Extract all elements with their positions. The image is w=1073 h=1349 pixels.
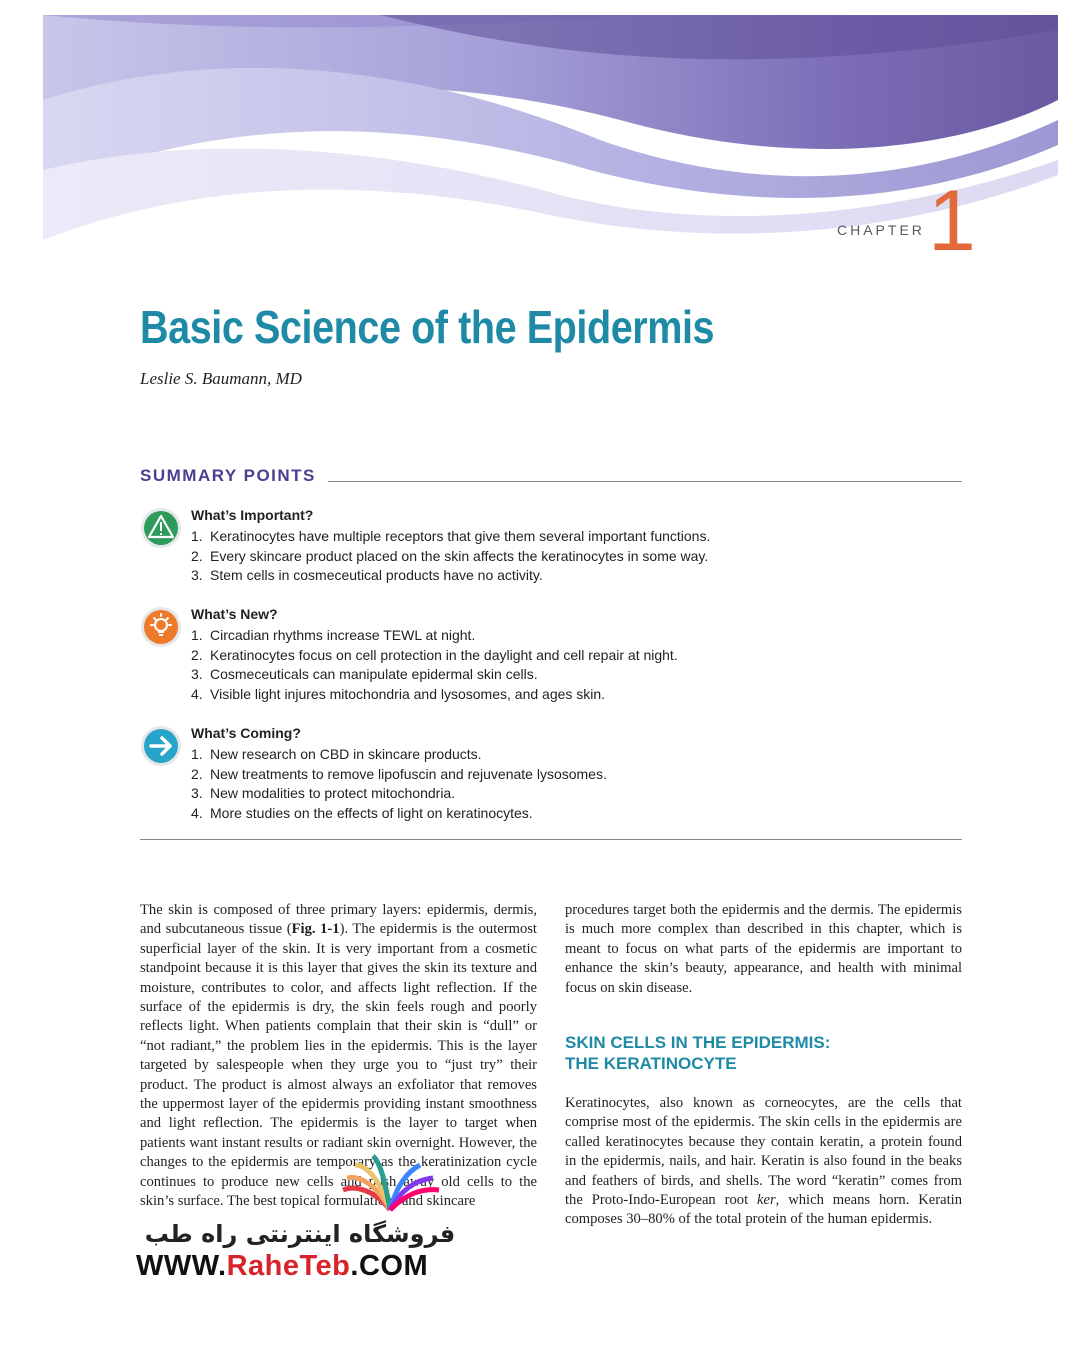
list-item: 4. Visible light injures mitochondria and lysosomes, and ages skin. [191, 685, 606, 702]
warning-icon [140, 507, 182, 549]
chapter-label: CHAPTER [837, 222, 925, 238]
list-item: 1. Keratinocytes have multiple receptors that give them several important functions. [191, 528, 711, 544]
section-list [191, 527, 710, 586]
author: Leslie S. Baumann, MD [140, 369, 302, 388]
list-item: 3. New modalities to protect mitochondria. [191, 785, 456, 802]
figure-reference[interactable]: Fig. 1-1 [291, 921, 340, 938]
body-paragraph: The skin is composed of three primary layers: epidermis, dermis, and subcutaneous tissue (Fig. 1-1). The epidermis is the outermost superficial layer of the skin. It is very important from a cosmetic standpoint because it is this layer that gives the skin its texture and moisture, contributes to color, and affects light reflection. If the surface of the epidermis is dry, the skin feels rough and poorly reflects light. When patients complain that their skin is “dull” or “not radiant,” the problem lies in the epidermis. This is the layer targeted by salespeople when they urge you to “just try” their product. The product is almost always an exfoliator that removes the uppermost layer of the epidermis providing instant smoothness and light reflection. The epidermis is the layer to target when patients want instant results or radiant skin overnight. However, the changes to the epidermis are temporary as the keratinization cycle continues to produce new cells and push away old cells to the skin’s surface. The best topical formulations and skincare [140, 902, 537, 1210]
summary-heading: SUMMARY POINTS [140, 466, 316, 485]
section-title: What’s Coming? [191, 725, 301, 741]
arrow-right-icon [140, 725, 182, 767]
body-paragraph: procedures target both the epidermis and the dermis. The epidermis is much more complex than described in this chapter, which is meant to focus on what parts of the epidermis are important to enhance the skin’s beauty, appearance, and health with minimal focus on skin disease. [565, 902, 962, 996]
chapter-number: 1 [928, 173, 976, 269]
watermark-url[interactable]: WWW.RaheTeb.COM [136, 1250, 429, 1282]
section-list [191, 626, 678, 704]
list-item: 2. Every skincare product placed on the skin affects the keratinocytes in some way. [191, 547, 709, 564]
section-title: What’s Important? [191, 507, 314, 523]
list-item: 4. More studies on the effects of light on keratinocytes. [191, 804, 533, 821]
body-paragraph: Keratinocytes, also known as corneocytes, are the cells that comprise most of the epidermis. The skin cells in the epidermis are called keratinocytes because they contain keratin, a protein found in the epidermis, nails, and hair. Keratin is also found in the beaks and feathers of birds, and shells. The word “keratin” comes from the Proto-Indo-European root ker, which means horn. Keratin composes 30–80% of the total protein of the human epidermis. [565, 1095, 962, 1228]
list-item: 1. New research on CBD in skincare products. [191, 746, 482, 762]
page-title: Basic Science of the Epidermis [140, 301, 715, 353]
list-item: 3. Cosmeceuticals can manipulate epidermal skin cells. [191, 666, 538, 683]
header-banner [0, 0, 1073, 260]
list-item: 2. Keratinocytes focus on cell protection in the daylight and cell repair at night. [191, 646, 678, 663]
watermark [130, 1150, 470, 1290]
summary-rule [328, 481, 962, 482]
book-logo-icon [335, 1150, 445, 1220]
body-column-right [565, 901, 962, 1230]
section-list [191, 745, 607, 823]
list-item: 3. Stem cells in cosmeceutical products have no activity. [191, 567, 543, 584]
section-title: What’s New? [191, 606, 278, 622]
section-subheading: SKIN CELLS IN THE EPIDERMIS: THE KERATINOCYTE [565, 1033, 831, 1074]
list-item: 1. Circadian rhythms increase TEWL at night. [191, 627, 476, 643]
lightbulb-icon [140, 606, 182, 648]
list-item: 2. New treatments to remove lipofuscin and rejuvenate lysosomes. [191, 765, 607, 782]
summary-bottom-rule [140, 839, 962, 840]
watermark-persian: فروشگاه اینترنتی راه طب [144, 1220, 456, 1248]
